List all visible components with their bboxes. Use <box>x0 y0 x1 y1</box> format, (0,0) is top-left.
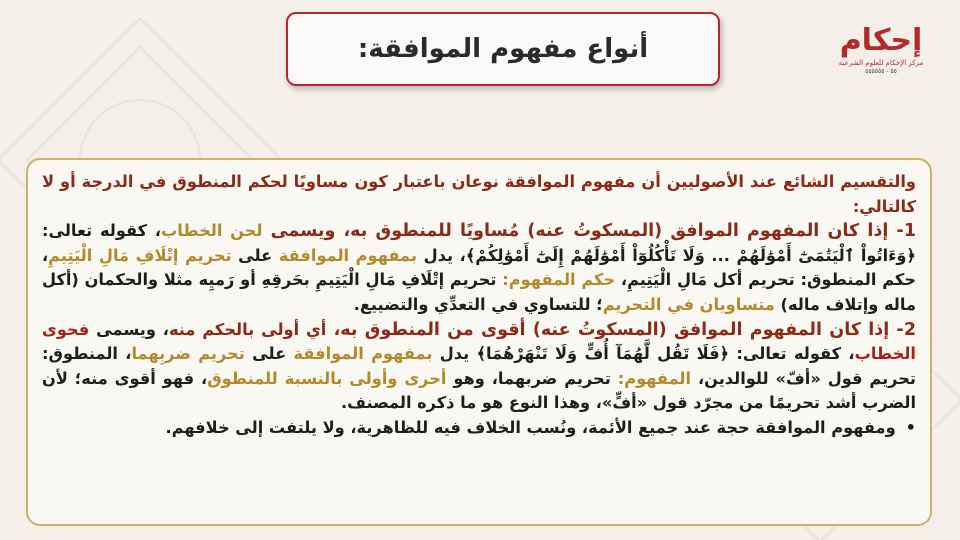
item-1-verse: ﴿وَءَاتُواْ ٱلْيَتَٰمَىٰٓ أَمْوَٰلَهُمْ ... وَلَا تَأْكُلُوٓاْ أَمْوَٰلَهُمْ إِلَىٰٓ أَمْوَٰلِكُمْ﴾ <box>465 245 916 265</box>
slide-title: أنواع مفهوم الموافقة: <box>357 34 649 64</box>
content-box <box>26 158 932 526</box>
item-1-lahn: لحن الخطاب <box>160 221 263 241</box>
item-1-ala: على <box>231 245 279 265</box>
bullet-mark: • <box>905 417 916 437</box>
item-2-yusamma: ، ويسمى <box>89 319 169 339</box>
item-1-heading: 1- إذا كان المفهوم الموافق (المسكوتُ عنه) مُساويًا للمنطوق به، ويسمى <box>262 221 917 242</box>
slide-title-box <box>286 12 720 86</box>
item-1-mutasawiyan: متساويان في التحريم <box>602 294 775 314</box>
item-2-tahrim: تحريم ضربِهما <box>131 344 245 364</box>
item-1-say: ، كقوله تعالى: <box>42 221 161 241</box>
item-2-say: ، كقوله تعالى: <box>729 344 855 364</box>
item-2-tail: ، فهو أقوى منه؛ لأن الضرب أشد تحريمًا من مجرّد قول «أفٍّ»، وهذا النوع هو ما ذكره المصنف. <box>42 368 916 413</box>
item-1-hukm-mafhum: حكم المفهوم: <box>502 270 616 290</box>
item-2-yadull: يدل <box>432 344 477 364</box>
item-1-mafhum-text: تحريم إتْلَافِ مَالِ الْيَتِيمِ بحَرقِهِ أو رَميِه مثلا والحكمان (أكل ماله وإتلاف ماله) <box>42 270 916 314</box>
item-1-tail: ؛ للتساوي في التعدِّي والتضييع. <box>353 294 603 314</box>
item-2-fahwa: فحوى الخطاب <box>42 319 916 364</box>
item-1-mantuq: ، حكم المنطوق: تحريم أكل مَالِ الْيَتِيمِ، <box>42 245 916 290</box>
logo-word: إحكام <box>839 23 923 58</box>
item-1-tahrim: تحريم إتْلَافِ مَالِ الْيَتِيمِ <box>48 245 232 265</box>
item-1-bimafhum: بمفهوم الموافقة <box>278 245 417 265</box>
intro-text: والتقسيم الشائع عند الأصوليين أن مفهوم الموافقة نوعان باعتبار كون مساويًا لحكم المنطوق في الدرجة أو لا كالتالي: <box>42 172 916 216</box>
bullet-paragraph <box>42 416 916 441</box>
item-2-bimafhum: بمفهوم الموافقة <box>293 344 433 364</box>
item-1-yadull: ، يدل <box>416 245 466 265</box>
bullet-text: ومفهوم الموافقة حجة عند جميع الأئمة، ونُسب الخلاف فيه للظاهرية، ولا يلتفت إلى خلافهم. <box>165 417 896 437</box>
item-2-mantuq: ، المنطوق: تحريم قول «أفّ» للوالدين، <box>42 344 916 388</box>
item-2-ala: على <box>244 344 294 364</box>
logo-contact: ٥٥ - ٥٥٥٥٥٥ <box>865 68 897 75</box>
item-2-heading: 2- إذا كان المفهوم الموافق (المسكوتُ عنه) أقوى من المنطوق به، <box>326 319 916 340</box>
item-1 <box>42 219 916 317</box>
item-2-verse: ﴿فَلَا تَقُل لَّهُمَآ أُفٍّ وَلَا تَنْهَرْهُمَا﴾ <box>476 344 730 364</box>
item-2-awla: أي أولى بالحكم منه <box>168 319 327 339</box>
intro-paragraph <box>42 170 916 219</box>
logo-subtitle: مركز الإحكام للعلوم الشرعية <box>838 59 924 67</box>
item-2-mafhum-text: تحريم ضربهما، وهو <box>446 368 618 388</box>
item-2 <box>42 318 916 416</box>
logo <box>826 24 936 92</box>
item-2-ahra: أحرى وأولى بالنسبة للمنطوق <box>207 368 447 388</box>
item-2-mafhum-label: المفهوم: <box>617 368 692 388</box>
